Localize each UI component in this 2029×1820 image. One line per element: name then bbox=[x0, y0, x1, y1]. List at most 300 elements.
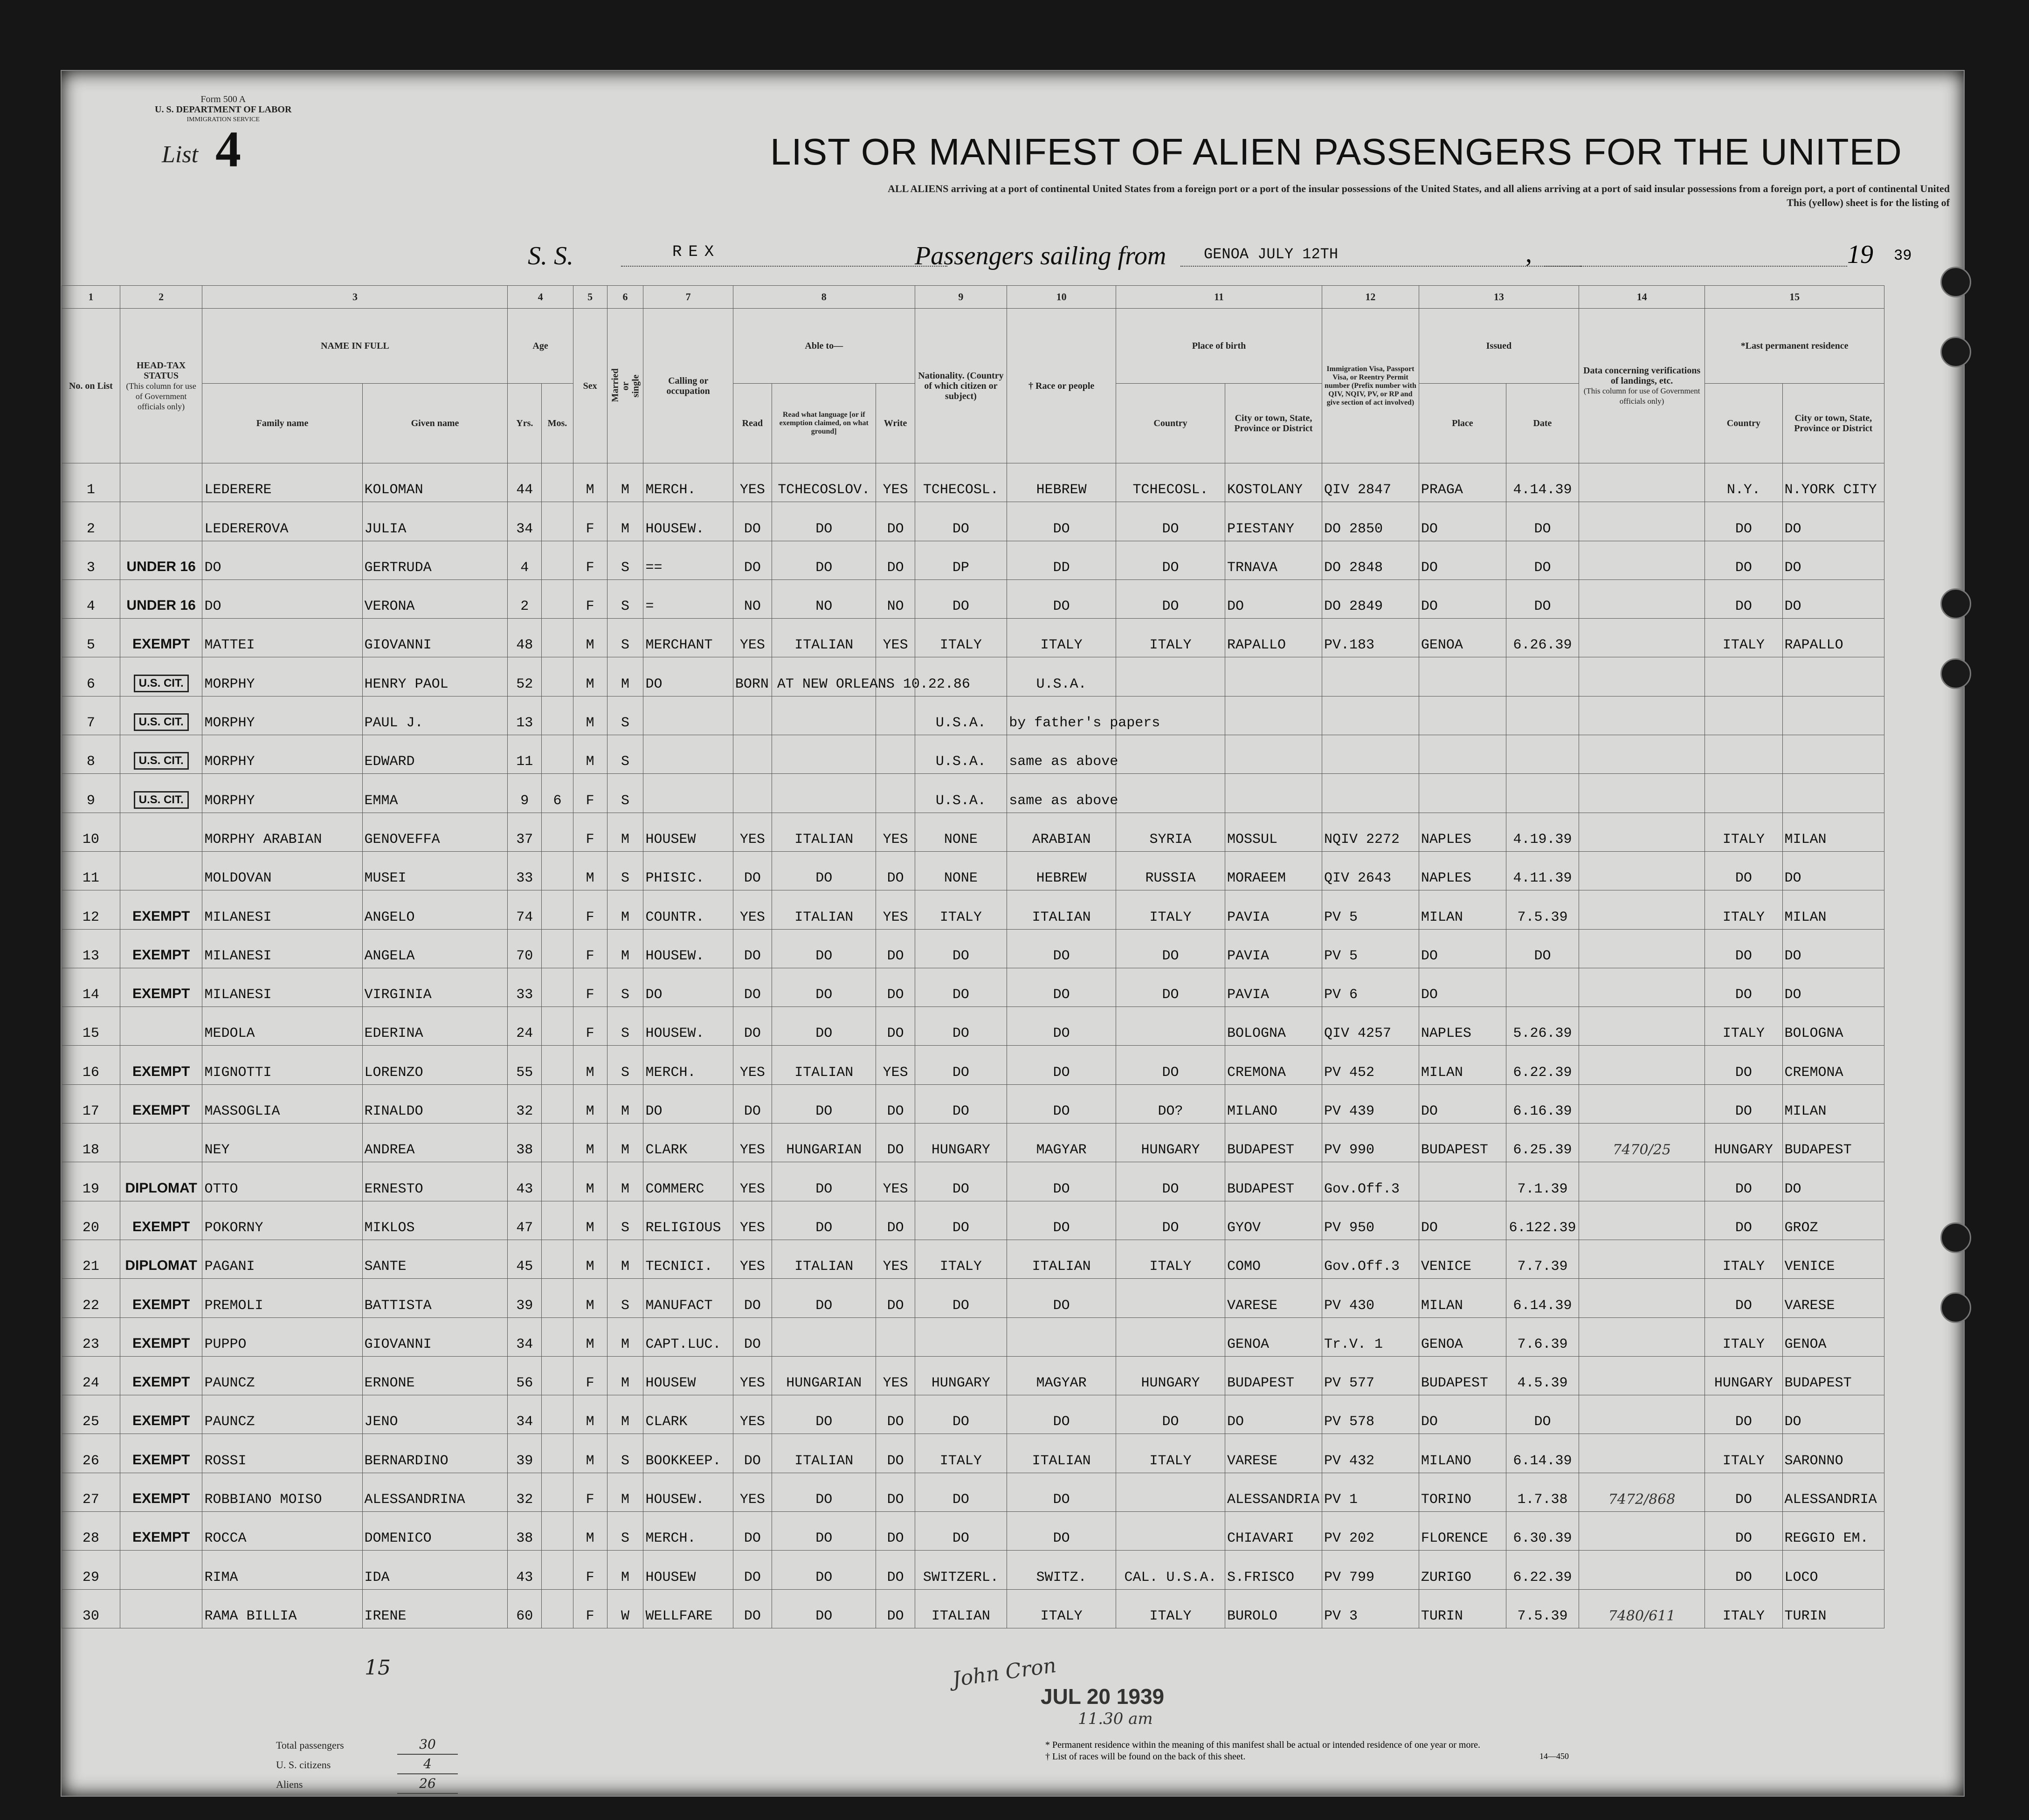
cell-read: BORN AT NEW ORLEANS 10.22.86 bbox=[733, 657, 772, 696]
cell-family-name: ROSSI bbox=[202, 1434, 362, 1473]
cell-no: 21 bbox=[62, 1240, 120, 1278]
cell-no: 19 bbox=[62, 1162, 120, 1201]
cell-visa: Gov.Off.3 bbox=[1322, 1240, 1419, 1278]
cell-given-name: GIOVANNI bbox=[362, 619, 508, 657]
table-row bbox=[62, 579, 1884, 618]
cell-head-tax bbox=[120, 1279, 202, 1317]
cell-yrs: 34 bbox=[508, 1395, 542, 1434]
cell-sex: F bbox=[573, 929, 607, 968]
cell-verification bbox=[1579, 619, 1705, 657]
manifest-rows bbox=[62, 463, 1884, 1628]
header-family-name: Family name bbox=[202, 384, 362, 463]
cell-mos bbox=[542, 579, 573, 618]
cell-yrs: 34 bbox=[508, 1317, 542, 1356]
cell-mos bbox=[542, 890, 573, 929]
cell-verification bbox=[1579, 735, 1705, 774]
cell-read: YES bbox=[733, 1473, 772, 1511]
cell-res-country: DO bbox=[1705, 1473, 1782, 1511]
colnum: 5 bbox=[573, 286, 607, 309]
cell-calling: MERCH. bbox=[643, 1046, 733, 1084]
cell-issued-place bbox=[1419, 696, 1506, 735]
cell-birth-country bbox=[1116, 1512, 1225, 1551]
cell-head-tax bbox=[120, 696, 202, 735]
cell-visa: DO 2850 bbox=[1322, 502, 1419, 541]
cell-res-city: DO bbox=[1782, 502, 1884, 541]
table-row bbox=[62, 1046, 1884, 1084]
cell-calling: PHISIC. bbox=[643, 851, 733, 890]
cell-issued-date: 6.22.39 bbox=[1506, 1551, 1579, 1589]
cell-visa: PV 578 bbox=[1322, 1395, 1419, 1434]
cell-read: YES bbox=[733, 619, 772, 657]
cell-no: 22 bbox=[62, 1279, 120, 1317]
cell-res-country: DO bbox=[1705, 1084, 1782, 1123]
cell-birth-city: PAVIA bbox=[1225, 890, 1322, 929]
cell-issued-place: DO bbox=[1419, 541, 1506, 579]
cell-res-country: ITALY bbox=[1705, 1317, 1782, 1356]
cell-verification bbox=[1579, 890, 1705, 929]
cell-nationality: DO bbox=[915, 579, 1007, 618]
cell-sex: M bbox=[573, 1434, 607, 1473]
cell-race: SWITZ. bbox=[1007, 1551, 1116, 1589]
cell-nationality: DO bbox=[915, 1162, 1007, 1201]
cell-issued-date: 6.16.39 bbox=[1506, 1084, 1579, 1123]
cell-yrs: 11 bbox=[508, 735, 542, 774]
cell-calling: DO bbox=[643, 657, 733, 696]
cell-write: DO bbox=[876, 1201, 915, 1240]
list-label: List bbox=[162, 141, 199, 168]
cell-write bbox=[876, 735, 915, 774]
cell-sex: F bbox=[573, 890, 607, 929]
cell-family-name: MIGNOTTI bbox=[202, 1046, 362, 1084]
table-row bbox=[62, 929, 1884, 968]
cell-res-country: ITALY bbox=[1705, 1434, 1782, 1473]
cell-birth-country: ITALY bbox=[1116, 1434, 1225, 1473]
cell-issued-place: ZURIGO bbox=[1419, 1551, 1506, 1589]
header-write: Write bbox=[876, 384, 915, 463]
cell-read-language: DO bbox=[772, 1589, 876, 1628]
cell-yrs: 4 bbox=[508, 541, 542, 579]
cell-marital: M bbox=[607, 1317, 643, 1356]
totals-block bbox=[276, 1735, 458, 1794]
header-place-of-birth: Place of birth bbox=[1116, 309, 1322, 384]
cell-sex: F bbox=[573, 1473, 607, 1511]
cell-issued-date bbox=[1506, 696, 1579, 735]
list-total-mark: 15 bbox=[365, 1656, 391, 1680]
header-issued-date: Date bbox=[1506, 384, 1579, 463]
cell-birth-city bbox=[1225, 696, 1322, 735]
cell-marital: S bbox=[607, 1279, 643, 1317]
table-row bbox=[62, 1162, 1884, 1201]
cell-marital: M bbox=[607, 813, 643, 851]
cell-res-country: DO bbox=[1705, 851, 1782, 890]
cell-res-country: HUNGARY bbox=[1705, 1356, 1782, 1395]
table-row bbox=[62, 1473, 1884, 1511]
cell-nationality: NONE bbox=[915, 813, 1007, 851]
table-row bbox=[62, 502, 1884, 541]
cell-issued-place: NAPLES bbox=[1419, 813, 1506, 851]
cell-no: 8 bbox=[62, 735, 120, 774]
cell-issued-date bbox=[1506, 735, 1579, 774]
cell-visa: PV 439 bbox=[1322, 1084, 1419, 1123]
cell-given-name: SANTE bbox=[362, 1240, 508, 1278]
cell-marital: M bbox=[607, 502, 643, 541]
cell-write: DO bbox=[876, 851, 915, 890]
cell-res-country bbox=[1705, 735, 1782, 774]
cell-res-city: DO bbox=[1782, 541, 1884, 579]
cell-race: DO bbox=[1007, 968, 1116, 1007]
cell-family-name: LEDEREROVA bbox=[202, 502, 362, 541]
cell-birth-city: KOSTOLANY bbox=[1225, 463, 1322, 502]
cell-birth-country: CAL. U.S.A. bbox=[1116, 1551, 1225, 1589]
departure-line bbox=[1180, 266, 1581, 267]
cell-yrs: 43 bbox=[508, 1162, 542, 1201]
cell-head-tax bbox=[120, 1007, 202, 1046]
cell-visa: NQIV 2272 bbox=[1322, 813, 1419, 851]
cell-race: ITALY bbox=[1007, 619, 1116, 657]
cell-verification bbox=[1579, 1512, 1705, 1551]
cell-marital: M bbox=[607, 1395, 643, 1434]
cell-yrs: 9 bbox=[508, 774, 542, 813]
cell-sex: F bbox=[573, 813, 607, 851]
cell-read: YES bbox=[733, 890, 772, 929]
colnum: 14 bbox=[1579, 286, 1705, 309]
cell-verification bbox=[1579, 1434, 1705, 1473]
cell-marital: W bbox=[607, 1589, 643, 1628]
cell-read-language: DO bbox=[772, 502, 876, 541]
cell-no: 13 bbox=[62, 929, 120, 968]
cell-read bbox=[733, 735, 772, 774]
cell-mos bbox=[542, 1279, 573, 1317]
cell-nationality: ITALY bbox=[915, 1434, 1007, 1473]
cell-race: ITALIAN bbox=[1007, 1240, 1116, 1278]
cell-verification: 7470/25 bbox=[1579, 1124, 1705, 1162]
cell-visa: PV 5 bbox=[1322, 929, 1419, 968]
cell-calling: MANUFACT bbox=[643, 1279, 733, 1317]
cell-yrs: 39 bbox=[508, 1279, 542, 1317]
cell-birth-country: ITALY bbox=[1116, 619, 1225, 657]
cell-no: 17 bbox=[62, 1084, 120, 1123]
cell-visa: PV 950 bbox=[1322, 1201, 1419, 1240]
cell-write: DO bbox=[876, 1124, 915, 1162]
cell-race: DO bbox=[1007, 1084, 1116, 1123]
cell-write: NO bbox=[876, 579, 915, 618]
cell-issued-place: MILAN bbox=[1419, 1279, 1506, 1317]
cell-issued-date: 6.30.39 bbox=[1506, 1512, 1579, 1551]
cell-visa bbox=[1322, 735, 1419, 774]
ship-name-line bbox=[621, 266, 947, 267]
header-age: Age bbox=[508, 309, 573, 384]
cell-given-name: IRENE bbox=[362, 1589, 508, 1628]
cell-write: DO bbox=[876, 1084, 915, 1123]
cell-race: HEBREW bbox=[1007, 851, 1116, 890]
cell-family-name: MEDOLA bbox=[202, 1007, 362, 1046]
colnum: 2 bbox=[120, 286, 202, 309]
cell-issued-date: DO bbox=[1506, 929, 1579, 968]
cell-res-city: N.YORK CITY bbox=[1782, 463, 1884, 502]
cell-verification bbox=[1579, 1046, 1705, 1084]
cell-res-country: ITALY bbox=[1705, 1240, 1782, 1278]
cell-nationality: ITALY bbox=[915, 619, 1007, 657]
cell-head-tax bbox=[120, 1124, 202, 1162]
cell-res-country: DO bbox=[1705, 1512, 1782, 1551]
cell-family-name: LEDERERE bbox=[202, 463, 362, 502]
cell-visa: PV 6 bbox=[1322, 968, 1419, 1007]
cell-mos bbox=[542, 929, 573, 968]
cell-birth-country: DO bbox=[1116, 1162, 1225, 1201]
colnum: 6 bbox=[607, 286, 643, 309]
cell-race: DO bbox=[1007, 929, 1116, 968]
cell-nationality: DP bbox=[915, 541, 1007, 579]
cell-marital: S bbox=[607, 1007, 643, 1046]
cell-yrs: 74 bbox=[508, 890, 542, 929]
cell-res-city: GENOA bbox=[1782, 1317, 1884, 1356]
footnote-residence: * Permanent residence within the meaning of this manifest shall be actual or intended residence of one year or more. bbox=[1045, 1740, 1481, 1750]
cell-calling: HOUSEW bbox=[643, 1356, 733, 1395]
cell-yrs: 37 bbox=[508, 813, 542, 851]
cell-res-city: MILAN bbox=[1782, 813, 1884, 851]
cell-race: DO bbox=[1007, 1162, 1116, 1201]
cell-mos bbox=[542, 1589, 573, 1628]
cell-issued-place: TORINO bbox=[1419, 1473, 1506, 1511]
head-tax-stamp: EXEMPT bbox=[132, 1491, 190, 1507]
cell-res-city: DO bbox=[1782, 579, 1884, 618]
header-race: † Race or people bbox=[1007, 309, 1116, 463]
cell-birth-city: MILANO bbox=[1225, 1084, 1322, 1123]
cell-family-name: MILANESI bbox=[202, 890, 362, 929]
cell-calling: MERCH. bbox=[643, 463, 733, 502]
cell-no: 28 bbox=[62, 1512, 120, 1551]
cell-no: 24 bbox=[62, 1356, 120, 1395]
cell-issued-place: MILAN bbox=[1419, 890, 1506, 929]
cell-race: same as above bbox=[1007, 774, 1116, 813]
cell-yrs: 70 bbox=[508, 929, 542, 968]
cell-family-name: RIMA bbox=[202, 1551, 362, 1589]
cell-res-country: ITALY bbox=[1705, 1589, 1782, 1628]
table-row bbox=[62, 851, 1884, 890]
cell-mos bbox=[542, 1124, 573, 1162]
cell-read-language: ITALIAN bbox=[772, 1240, 876, 1278]
cell-marital: M bbox=[607, 1084, 643, 1123]
cell-race: DO bbox=[1007, 502, 1116, 541]
head-tax-stamp: U.S. CIT. bbox=[134, 791, 189, 809]
cell-yrs: 38 bbox=[508, 1124, 542, 1162]
cell-verification bbox=[1579, 1007, 1705, 1046]
header-visa: Immigration Visa, Passport Visa, or Reentry Permit number (Prefix number with QIV, NQIV, PV, or RP and give section of act involved) bbox=[1322, 309, 1419, 463]
cell-no: 2 bbox=[62, 502, 120, 541]
cell-issued-place: DO bbox=[1419, 502, 1506, 541]
cell-given-name: DOMENICO bbox=[362, 1512, 508, 1551]
cell-birth-country bbox=[1116, 1007, 1225, 1046]
cell-family-name: PAGANI bbox=[202, 1240, 362, 1278]
cell-write: YES bbox=[876, 1046, 915, 1084]
cell-family-name: OTTO bbox=[202, 1162, 362, 1201]
cell-verification bbox=[1579, 851, 1705, 890]
cell-sex: M bbox=[573, 1046, 607, 1084]
table-row bbox=[62, 1434, 1884, 1473]
cell-res-city: VARESE bbox=[1782, 1279, 1884, 1317]
cell-res-city bbox=[1782, 696, 1884, 735]
cell-given-name: PAUL J. bbox=[362, 696, 508, 735]
header-birth-city: City or town, State, Province or District bbox=[1225, 384, 1322, 463]
date-line bbox=[1544, 266, 1847, 267]
cell-no: 27 bbox=[62, 1473, 120, 1511]
cell-visa: PV 577 bbox=[1322, 1356, 1419, 1395]
cell-sex: M bbox=[573, 463, 607, 502]
page-title: LIST OR MANIFEST OF ALIEN PASSENGERS FOR THE UNITED bbox=[770, 131, 1902, 172]
cell-read: DO bbox=[733, 541, 772, 579]
cell-issued-place: VENICE bbox=[1419, 1240, 1506, 1278]
cell-visa: DO 2849 bbox=[1322, 579, 1419, 618]
cell-res-country: DO bbox=[1705, 1201, 1782, 1240]
cell-yrs: 47 bbox=[508, 1201, 542, 1240]
head-tax-stamp: DIPLOMAT bbox=[125, 1258, 197, 1274]
cell-read: DO bbox=[733, 1434, 772, 1473]
cell-nationality: DO bbox=[915, 1007, 1007, 1046]
cell-verification bbox=[1579, 1084, 1705, 1123]
cell-res-city bbox=[1782, 774, 1884, 813]
cell-calling: HOUSEW. bbox=[643, 1007, 733, 1046]
cell-mos bbox=[542, 968, 573, 1007]
cell-yrs: 32 bbox=[508, 1473, 542, 1511]
cell-family-name: MILANESI bbox=[202, 968, 362, 1007]
cell-read-language: DO bbox=[772, 851, 876, 890]
colnum: 8 bbox=[733, 286, 915, 309]
cell-write: YES bbox=[876, 619, 915, 657]
cell-mos: 6 bbox=[542, 774, 573, 813]
cell-mos bbox=[542, 813, 573, 851]
cell-read-language: DO bbox=[772, 1395, 876, 1434]
table-row bbox=[62, 619, 1884, 657]
cell-res-city: DO bbox=[1782, 968, 1884, 1007]
cell-issued-place bbox=[1419, 774, 1506, 813]
cell-issued-date: 6.14.39 bbox=[1506, 1434, 1579, 1473]
cell-issued-date bbox=[1506, 774, 1579, 813]
cell-race: MAGYAR bbox=[1007, 1356, 1116, 1395]
table-row bbox=[62, 1279, 1884, 1317]
cell-calling: COUNTR. bbox=[643, 890, 733, 929]
cell-sex: M bbox=[573, 1201, 607, 1240]
cell-issued-date: 7.1.39 bbox=[1506, 1162, 1579, 1201]
cell-head-tax bbox=[120, 1473, 202, 1511]
cell-calling: COMMERC bbox=[643, 1162, 733, 1201]
cell-birth-country bbox=[1116, 1279, 1225, 1317]
cell-calling: HOUSEW bbox=[643, 1551, 733, 1589]
cell-read: DO bbox=[733, 1551, 772, 1589]
head-tax-stamp: EXEMPT bbox=[132, 1219, 190, 1234]
cell-verification bbox=[1579, 813, 1705, 851]
cell-given-name: MIKLOS bbox=[362, 1201, 508, 1240]
cell-no: 6 bbox=[62, 657, 120, 696]
cell-res-city: BUDAPEST bbox=[1782, 1356, 1884, 1395]
cell-verification bbox=[1579, 1240, 1705, 1278]
cell-marital: M bbox=[607, 929, 643, 968]
cell-race: DD bbox=[1007, 541, 1116, 579]
cell-birth-city: BUDAPEST bbox=[1225, 1162, 1322, 1201]
cell-family-name: PREMOLI bbox=[202, 1279, 362, 1317]
cell-verification bbox=[1579, 696, 1705, 735]
cell-family-name: MORPHY bbox=[202, 735, 362, 774]
cell-visa bbox=[1322, 774, 1419, 813]
cell-calling: HOUSEW. bbox=[643, 929, 733, 968]
cell-calling: HOUSEW. bbox=[643, 502, 733, 541]
cell-mos bbox=[542, 1356, 573, 1395]
cell-res-city: TURIN bbox=[1782, 1589, 1884, 1628]
subtitle-line-2: This (yellow) sheet is for the listing of bbox=[1787, 197, 1950, 208]
cell-visa: QIV 2643 bbox=[1322, 851, 1419, 890]
cell-sex: M bbox=[573, 696, 607, 735]
cell-birth-city: MOSSUL bbox=[1225, 813, 1322, 851]
cell-issued-place bbox=[1419, 657, 1506, 696]
cell-visa: PV 430 bbox=[1322, 1279, 1419, 1317]
cell-visa: PV 5 bbox=[1322, 890, 1419, 929]
cell-read-language: DO bbox=[772, 1007, 876, 1046]
cell-yrs: 39 bbox=[508, 1434, 542, 1473]
cell-birth-country bbox=[1116, 774, 1225, 813]
cell-issued-date: 6.122.39 bbox=[1506, 1201, 1579, 1240]
cell-write: YES bbox=[876, 813, 915, 851]
cell-visa: QIV 2847 bbox=[1322, 463, 1419, 502]
cell-issued-place: GENOA bbox=[1419, 619, 1506, 657]
colnum: 1 bbox=[62, 286, 120, 309]
cell-head-tax bbox=[120, 619, 202, 657]
cell-visa: PV 1 bbox=[1322, 1473, 1419, 1511]
cell-issued-date: 7.5.39 bbox=[1506, 890, 1579, 929]
cell-nationality: DO bbox=[915, 1201, 1007, 1240]
cell-nationality: DO bbox=[915, 502, 1007, 541]
cell-nationality: DO bbox=[915, 1084, 1007, 1123]
cell-no: 10 bbox=[62, 813, 120, 851]
table-row bbox=[62, 1356, 1884, 1395]
table-row bbox=[62, 1395, 1884, 1434]
cell-mos bbox=[542, 541, 573, 579]
cell-verification bbox=[1579, 1279, 1705, 1317]
cell-visa bbox=[1322, 696, 1419, 735]
cell-head-tax bbox=[120, 1589, 202, 1628]
cell-yrs: 24 bbox=[508, 1007, 542, 1046]
cell-birth-country: DO bbox=[1116, 1395, 1225, 1434]
cell-birth-city: TRNAVA bbox=[1225, 541, 1322, 579]
cell-race: MAGYAR bbox=[1007, 1124, 1116, 1162]
header-issued: Issued bbox=[1419, 309, 1579, 384]
cell-given-name: ANDREA bbox=[362, 1124, 508, 1162]
header-res-country: Country bbox=[1705, 384, 1782, 463]
head-tax-stamp: U.S. CIT. bbox=[134, 752, 189, 770]
cell-verification bbox=[1579, 1201, 1705, 1240]
cell-no: 18 bbox=[62, 1124, 120, 1162]
cell-no: 11 bbox=[62, 851, 120, 890]
cell-issued-place: DO bbox=[1419, 929, 1506, 968]
cell-calling: TECNICI. bbox=[643, 1240, 733, 1278]
cell-birth-country: DO bbox=[1116, 502, 1225, 541]
table-row bbox=[62, 1124, 1884, 1162]
cell-head-tax bbox=[120, 502, 202, 541]
head-tax-stamp: EXEMPT bbox=[132, 1413, 190, 1429]
cell-visa: QIV 4257 bbox=[1322, 1007, 1419, 1046]
table-row bbox=[62, 735, 1884, 774]
head-tax-stamp: UNDER 16 bbox=[126, 598, 196, 614]
cell-write: DO bbox=[876, 1395, 915, 1434]
cell-res-country: DO bbox=[1705, 579, 1782, 618]
cell-race: DO bbox=[1007, 1473, 1116, 1511]
cell-read-language bbox=[772, 774, 876, 813]
cell-nationality: DO bbox=[915, 1473, 1007, 1511]
manifest-table bbox=[62, 285, 1884, 1628]
cell-issued-date: 6.22.39 bbox=[1506, 1046, 1579, 1084]
cell-visa: PV 990 bbox=[1322, 1124, 1419, 1162]
cell-family-name: DO bbox=[202, 579, 362, 618]
cell-race: ITALY bbox=[1007, 1589, 1116, 1628]
cell-issued-place bbox=[1419, 735, 1506, 774]
